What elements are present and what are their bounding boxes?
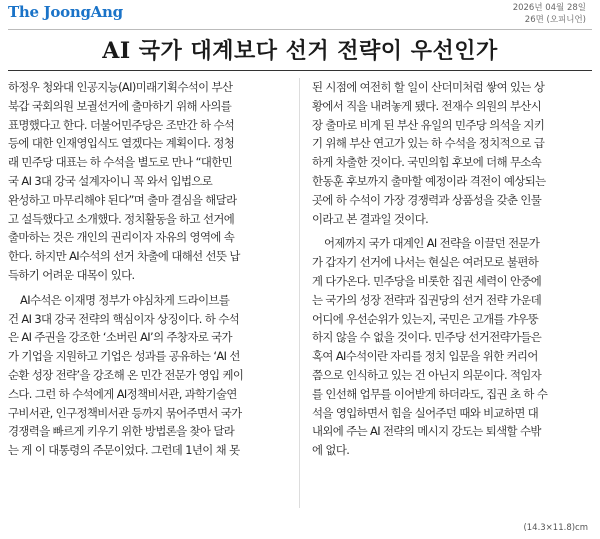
article-text-line: 하정우 청와대 인공지능(AI)미래기획수석이 부산 bbox=[8, 80, 233, 94]
article-text-line: 된 시점에 여전히 할 일이 산더미처럼 쌓여 있는 상 bbox=[312, 80, 545, 94]
article-text-line: 국 AI 3대 강국 설계자이니 꼭 와서 입법으로 bbox=[8, 173, 213, 188]
article-text-line: 황에서 직을 내려놓게 됐다. 전재수 의원의 부산시 bbox=[312, 98, 542, 113]
article-text-line: 는 게 이 대통령의 주문이었다. 그런데 1년이 채 못 bbox=[8, 443, 240, 458]
article-text-line: 는 국가의 성장 전략과 집권당의 선거 전략 가운데 bbox=[312, 292, 542, 307]
article-text-line: 하지 않을 수 없을 것이다. 민주당 선거전략가들은 bbox=[312, 330, 542, 345]
article-text-line: 한다. 하지만 AI수석의 선거 차출에 대해선 선뜻 납 bbox=[8, 249, 240, 264]
article-text-line: 고 설득했다고 소개했다. 정치활동을 하고 선거에 bbox=[8, 211, 235, 226]
article-text-line: 석을 영입하면서 힘을 실어주던 때와 비교하면 대 bbox=[312, 405, 539, 420]
article-text-line: 건 AI 3대 강국 전략의 핵심이자 상징이다. 하 수석 bbox=[8, 311, 240, 326]
article-text-line: 기 위해 부산 연고가 있는 하 수석을 정치적으로 급 bbox=[312, 136, 545, 151]
article-text-line: 표명했다고 한다. 더불어민주당은 조만간 하 수석 bbox=[8, 117, 235, 132]
article-text-line: 장 출마로 비게 된 부산 유일의 민주당 의석을 지키 bbox=[312, 117, 545, 132]
article-text-line: 은 AI 주권을 강조한 ‘소버린 AI’의 주창자로 국가 bbox=[8, 330, 232, 345]
article-text-line: 혹여 AI수석이란 자리를 정치 입문을 위한 커리어 bbox=[312, 349, 538, 364]
article-text-line: 완성하고 마무리해야 된다”며 출마 결심을 해달라 bbox=[8, 192, 237, 207]
article-text-line: 곳에 하 수석이 가장 경쟁력과 상품성을 갖춘 인물 bbox=[312, 192, 542, 207]
article-text-line: 래 민주당 대표는 하 수석을 별도로 만나 “대한민 bbox=[8, 155, 233, 170]
newspaper-logo: The JoongAng bbox=[8, 3, 123, 21]
article-text-line: AI수석은 이재명 정부가 야심차게 드라이브를 bbox=[20, 292, 230, 307]
article-text-line: 이라고 본 결과일 것이다. bbox=[312, 211, 429, 226]
article-text-line: 구비서관, 인구정책비서관 등까지 묶어주면서 국가 bbox=[8, 405, 242, 420]
article-text-line: 북갑 국회의원 보궐선거에 출마하기 위해 사의를 bbox=[8, 98, 232, 113]
article-text-line: 출마하는 것은 개인의 권리이자 자유의 영역에 속 bbox=[8, 230, 235, 245]
top-divider bbox=[8, 29, 592, 30]
article-text-line: 등에 대한 인재영입식도 열겠다는 계획이다. 정청 bbox=[8, 136, 235, 151]
article-text-line: 한동훈 후보까지 출마할 예정이라 격전이 예상되는 bbox=[312, 173, 546, 188]
article-text-line: 스다. 그런 하 수석에게 AI정책비서관, 과학기술연 bbox=[8, 386, 237, 401]
article-text-line: 를 인선해 업무를 이어받게 하더라도, 집권 초 하 수 bbox=[312, 386, 548, 401]
article-title: AI 국가 대계보다 선거 전략이 우선인가 bbox=[102, 38, 498, 64]
article-text-line: 가 기업을 지원하고 기업은 성과를 공유하는 ‘AI 선 bbox=[8, 349, 240, 364]
article-text-line: 득하기 어려운 대목이 있다. bbox=[8, 267, 135, 282]
article-text-line: 게 다가온다. 민주당을 비롯한 집권 세력이 안중에 bbox=[312, 273, 542, 288]
article-size-note: (14.3×11.8)cm bbox=[523, 523, 588, 533]
article-column-left bbox=[8, 78, 286, 460]
issue-date: 2026년 04월 28일 bbox=[512, 3, 586, 13]
article-text-line: 어제까지 국가 대계인 AI 전략을 이끌던 전문가 bbox=[324, 236, 540, 251]
article-text-line: 쯤으로 인식하고 있는 건 아닌지 의문이다. 적임자 bbox=[312, 367, 542, 382]
column-divider bbox=[299, 78, 300, 508]
article-text-line: 에 없다. bbox=[312, 443, 350, 458]
article-column-right bbox=[312, 78, 590, 460]
article-text-line: 경쟁력을 빠르게 키우기 위한 방법론을 찾아 달라 bbox=[8, 424, 235, 439]
title-divider bbox=[8, 70, 592, 71]
article-text-line: 내외에 주는 AI 전략의 메시지 강도는 퇴색할 수밖 bbox=[312, 424, 541, 439]
article-text-line: 어디에 우선순위가 있는지, 국민은 고개를 갸우뚱 bbox=[312, 311, 539, 326]
article-text-line: 순환 성장 전략’을 강조해 온 민간 전문가 영입 케이 bbox=[8, 367, 244, 382]
page-section: 26면 (오피니언) bbox=[524, 15, 586, 25]
article-text-line: 가 갑자기 선거에 나서는 현실은 여러모로 불편하 bbox=[312, 255, 539, 270]
article-text-line: 하게 차출한 것이다. 국민의힘 후보에 더해 무소속 bbox=[312, 155, 542, 170]
